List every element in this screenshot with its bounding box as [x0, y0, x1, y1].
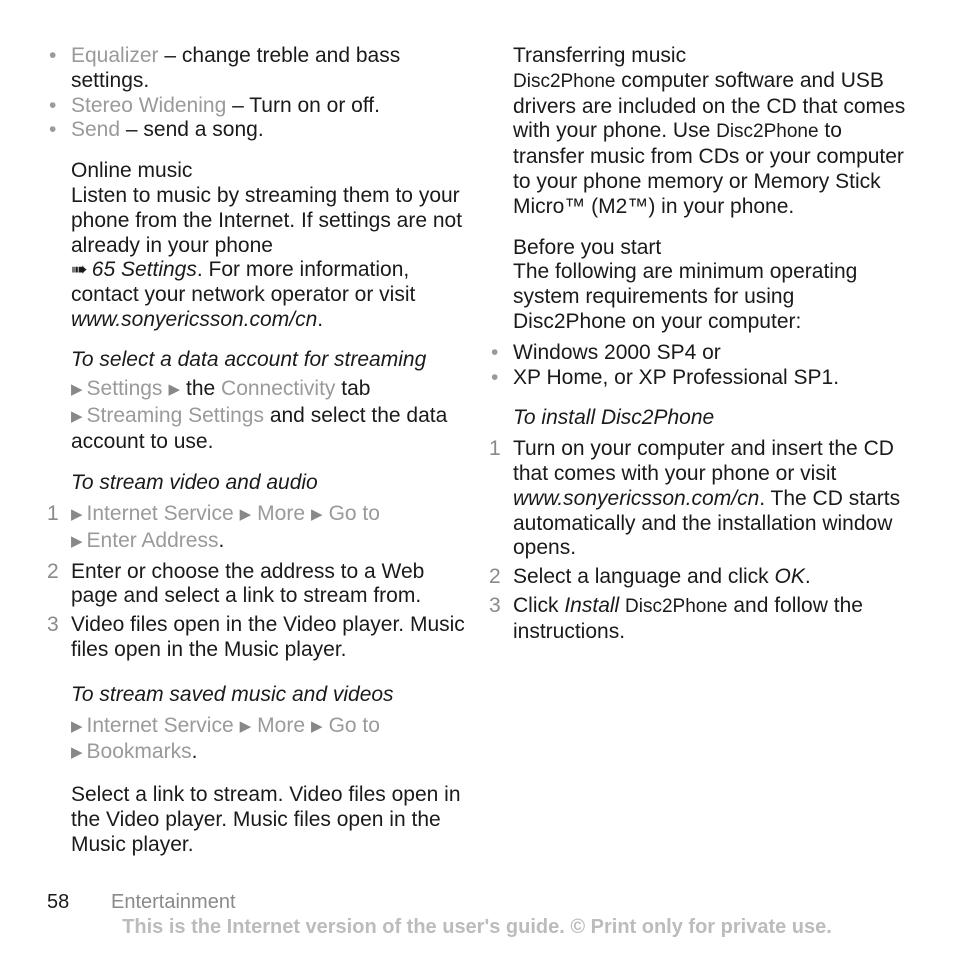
- left-column: [47, 44, 471, 858]
- step-number: 1: [489, 437, 501, 461]
- list-item: [47, 501, 471, 556]
- app-name: Disc2Phone: [513, 70, 616, 92]
- menu-bookmarks: Bookmarks: [86, 740, 192, 764]
- ok-label: OK: [774, 565, 805, 589]
- body-text: and select the data account to use.: [71, 403, 448, 454]
- punctuation: .: [804, 565, 811, 589]
- list-item: [71, 118, 471, 143]
- step-number: 3: [47, 613, 59, 637]
- heading-install-disc2phone: To install Disc2Phone: [513, 406, 715, 430]
- heading-select-data-account: To select a data account for streaming: [71, 347, 427, 371]
- requirements-paragraph: The following are minimum operating system requirements for using Disc2Phone on your computer:: [513, 260, 858, 333]
- stream-video-steps: [47, 501, 471, 663]
- step-number: 1: [47, 501, 59, 525]
- website-url[interactable]: www.sonyericsson.com/cn: [71, 307, 318, 331]
- right-column: [489, 44, 913, 649]
- feature-bullet-list: [71, 44, 471, 143]
- list-item: [71, 44, 471, 94]
- install-label: Install: [564, 593, 620, 617]
- section-name: Entertainment: [111, 891, 236, 913]
- website-url[interactable]: www.sonyericsson.com/cn: [513, 486, 760, 510]
- menu-more: More: [257, 713, 306, 737]
- list-item: [71, 94, 471, 119]
- transfer-paragraph: [513, 69, 913, 220]
- stream-saved-instructions: [71, 714, 471, 768]
- install-steps: [489, 437, 913, 644]
- bullet-desc: – Turn on or off.: [226, 93, 380, 117]
- step-number: 2: [47, 559, 59, 583]
- menu-connectivity: Connectivity: [221, 376, 336, 400]
- page-number: 58: [47, 891, 70, 913]
- punctuation: .: [218, 528, 225, 552]
- menu-arrow-icon: ▶: [239, 505, 252, 523]
- menu-arrow-icon: ▶: [71, 380, 83, 398]
- online-music-paragraph: [71, 184, 471, 333]
- menu-arrow-icon: ▶: [71, 532, 83, 550]
- step-text: . The CD starts automatically and the installation window opens.: [513, 486, 901, 560]
- internet-version-notice: This is the Internet version of the user's guide. © Print only for private use.: [122, 916, 832, 938]
- step-text: Turn on your computer and insert the CD that comes with your phone or visit: [513, 437, 894, 485]
- step-text: Click: [513, 593, 565, 617]
- punctuation: .: [317, 307, 324, 331]
- heading-online-music: Online music: [71, 159, 193, 183]
- menu-internet-service: Internet Service: [86, 713, 234, 737]
- body-text: the: [185, 376, 216, 400]
- menu-term-equalizer: Equalizer: [71, 44, 159, 67]
- bullet-desc: – send a song.: [120, 118, 264, 142]
- menu-arrow-icon: ▶: [71, 407, 83, 425]
- menu-term-send: Send: [71, 118, 121, 142]
- menu-enter-address: Enter Address: [86, 528, 219, 552]
- body-text: tab: [341, 376, 371, 400]
- list-item: • Windows 2000 SP4 or: [513, 341, 913, 366]
- heading-transferring-music: Transferring music: [513, 44, 687, 67]
- menu-go-to: Go to: [328, 501, 380, 525]
- menu-arrow-icon: ▶: [71, 717, 83, 735]
- heading-before-you-start: Before you start: [513, 235, 662, 259]
- list-item: [489, 593, 913, 645]
- app-name: Disc2Phone: [716, 121, 819, 143]
- menu-streaming-settings: Streaming Settings: [86, 403, 264, 427]
- step-text: Select a language and click: [513, 565, 775, 589]
- settings-page-reference[interactable]: 65 Settings: [91, 258, 197, 282]
- step-text: Video files open in the Video player. Music files open in the Music player.: [71, 613, 465, 661]
- body-text: Listen to music by streaming them to your phone from the Internet. If settings are not already in your phone: [71, 183, 463, 257]
- list-item: [489, 565, 913, 590]
- menu-arrow-icon: ▶: [168, 380, 180, 398]
- menu-arrow-icon: ▶: [239, 717, 252, 735]
- step-text: and follow the instructions.: [513, 593, 863, 643]
- body-text: computer software and USB drivers are included on the CD that comes with your phone. Use: [513, 68, 906, 143]
- body-text: . For more information, contact your network operator or visit: [71, 258, 416, 307]
- step-number: 3: [489, 593, 501, 617]
- body-text: to transfer music from CDs or your computer to your phone memory or Memory Stick Micro™ (M2™) in your phone.: [513, 119, 904, 218]
- menu-go-to: Go to: [328, 713, 380, 737]
- requirements-list: [513, 341, 913, 391]
- list-item: [489, 437, 913, 561]
- punctuation: .: [191, 740, 198, 764]
- step-number: 2: [489, 565, 501, 589]
- list-item: [47, 613, 471, 663]
- app-name: Disc2Phone: [625, 595, 728, 617]
- menu-more: More: [257, 501, 306, 525]
- menu-arrow-icon: ▶: [311, 505, 323, 523]
- list-item: • XP Home, or XP Professional SP1.: [513, 366, 913, 391]
- menu-arrow-icon: ▶: [311, 717, 323, 735]
- heading-stream-saved: To stream saved music and videos: [71, 682, 394, 706]
- see-reference-arrow-icon: ➠: [71, 259, 88, 282]
- step-text: Enter or choose the address to a Web page and select a link to stream from.: [71, 559, 425, 608]
- menu-term-stereo-widening: Stereo Widening: [71, 93, 227, 117]
- heading-stream-video-audio: To stream video and audio: [71, 471, 318, 495]
- menu-internet-service: Internet Service: [86, 501, 234, 525]
- menu-settings: Settings: [86, 376, 163, 400]
- stream-saved-paragraph: Select a link to stream. Video files open in the Video player. Music files open in the Music player.: [71, 783, 461, 856]
- menu-arrow-icon: ▶: [71, 505, 83, 523]
- bullet-desc: – change treble and bass settings.: [71, 44, 401, 92]
- list-item: [47, 559, 471, 610]
- menu-arrow-icon: ▶: [71, 744, 83, 762]
- select-account-instructions: [71, 377, 471, 455]
